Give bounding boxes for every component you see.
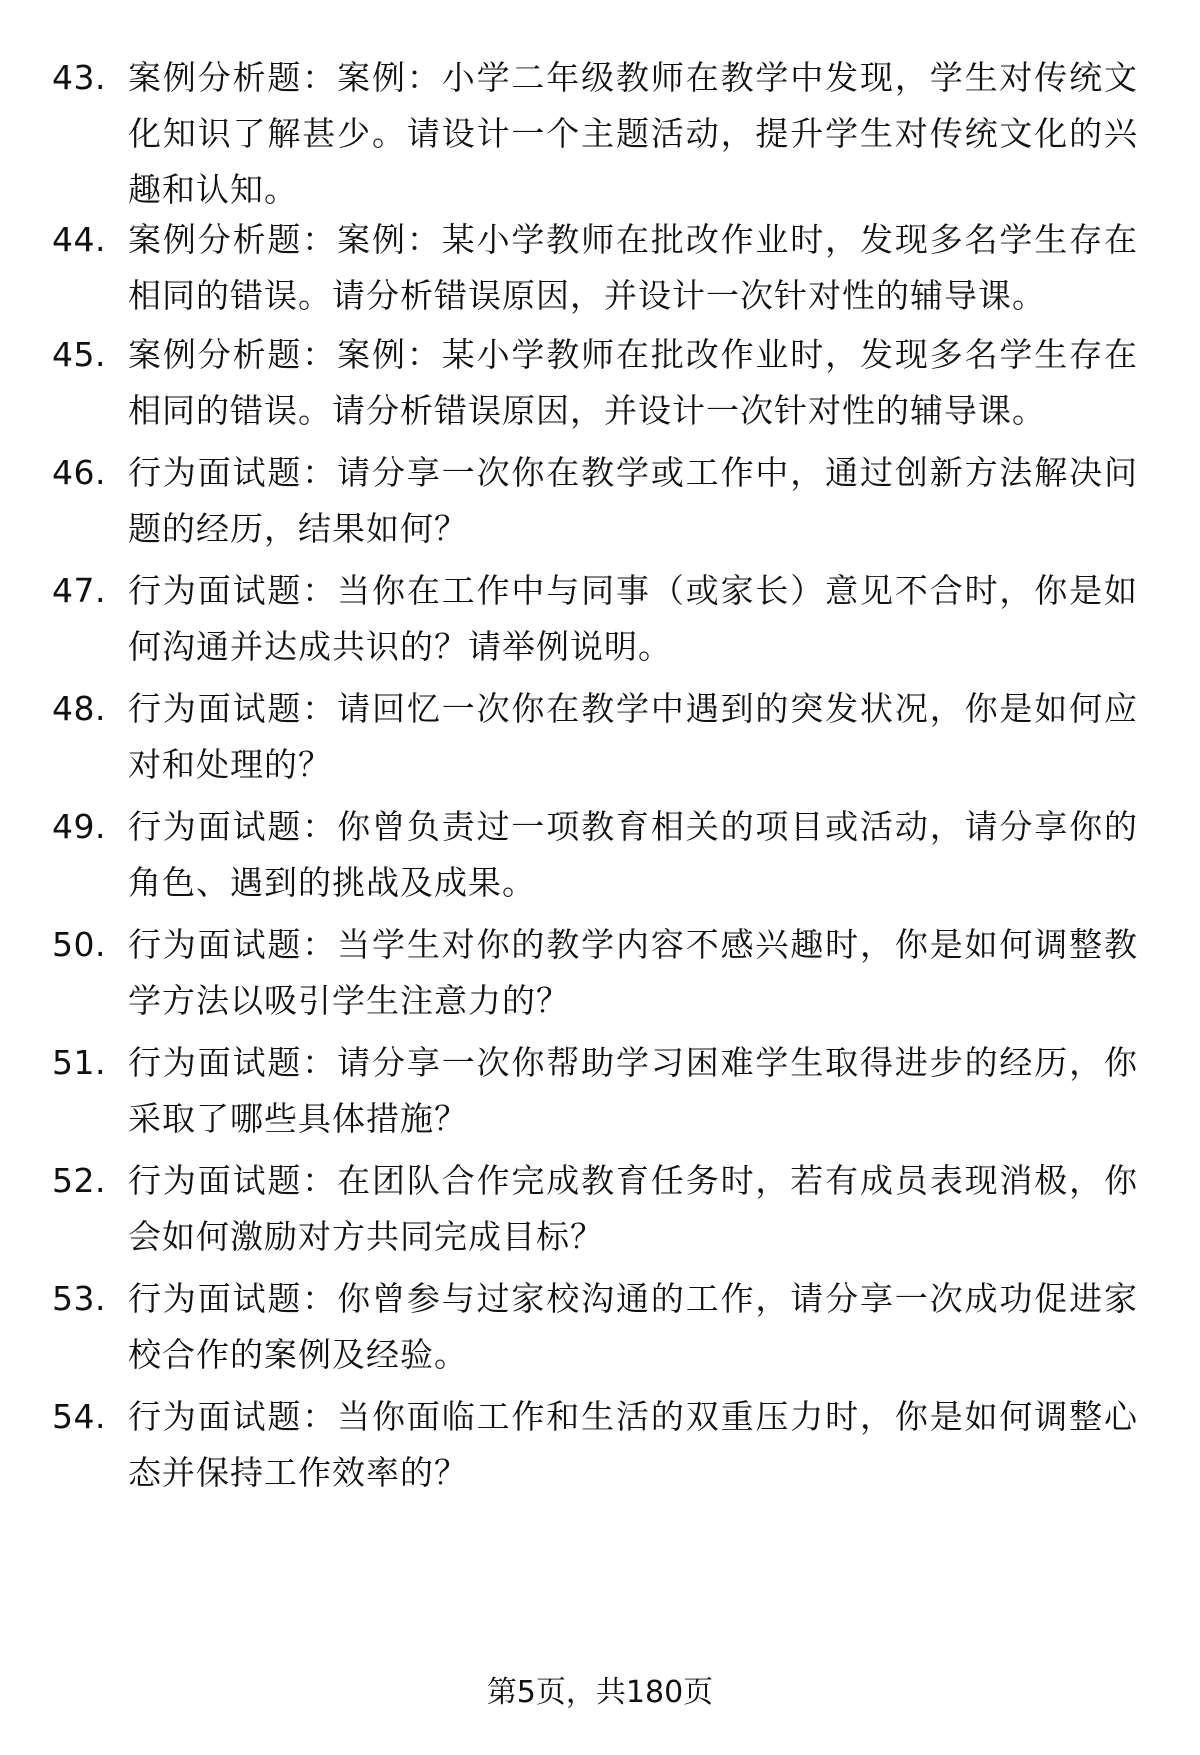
page-number: 第5页，共180页 [486, 1675, 714, 1710]
question-number: 48. [52, 689, 106, 728]
question-text: 案例分析题：案例：某小学教师在批改作业时，发现多名学生存在相同的错误。请分析错误原因，并设计一次针对性的辅导课。 [128, 220, 1138, 315]
question-text: 案例分析题：案例：某小学教师在批改作业时，发现多名学生存在相同的错误。请分析错误原因，并设计一次针对性的辅导课。 [128, 335, 1138, 430]
question-number: 43. [52, 58, 106, 97]
question-number: 44. [52, 220, 106, 259]
question-number: 47. [52, 571, 106, 610]
question-number: 51. [52, 1043, 106, 1082]
question-number: 45. [52, 335, 106, 374]
question-text: 行为面试题：你曾负责过一项教育相关的项目或活动，请分享你的角色、遇到的挑战及成果。 [128, 807, 1138, 902]
question-text: 行为面试题：在团队合作完成教育任务时，若有成员表现消极，你会如何激励对方共同完成目标？ [128, 1161, 1138, 1256]
question-text: 行为面试题：当你在工作中与同事（或家长）意见不合时，你是如何沟通并达成共识的？请举例说明。 [128, 571, 1138, 666]
question-number: 50. [52, 925, 106, 964]
question-number: 54. [52, 1397, 106, 1436]
question-text: 行为面试题：请分享一次你帮助学习困难学生取得进步的经历，你采取了哪些具体措施？ [128, 1043, 1138, 1138]
question-text: 案例分析题：案例：小学二年级教师在教学中发现，学生对传统文化知识了解甚少。请设计一个主题活动，提升学生对传统文化的兴趣和认知。 [128, 58, 1138, 209]
question-text: 行为面试题：请分享一次你在教学或工作中，通过创新方法解决问题的经历，结果如何？ [128, 453, 1138, 548]
question-number: 52. [52, 1161, 106, 1200]
question-number: 49. [52, 807, 106, 846]
question-text: 行为面试题：请回忆一次你在教学中遇到的突发状况，你是如何应对和处理的？ [128, 689, 1138, 784]
question-text: 行为面试题：你曾参与过家校沟通的工作，请分享一次成功促进家校合作的案例及经验。 [128, 1279, 1138, 1374]
question-text: 行为面试题：当你面临工作和生活的双重压力时，你是如何调整心态并保持工作效率的？ [128, 1397, 1138, 1492]
question-number: 46. [52, 453, 106, 492]
question-number: 53. [52, 1279, 106, 1318]
question-text: 行为面试题：当学生对你的教学内容不感兴趣时，你是如何调整教学方法以吸引学生注意力的？ [128, 925, 1138, 1020]
